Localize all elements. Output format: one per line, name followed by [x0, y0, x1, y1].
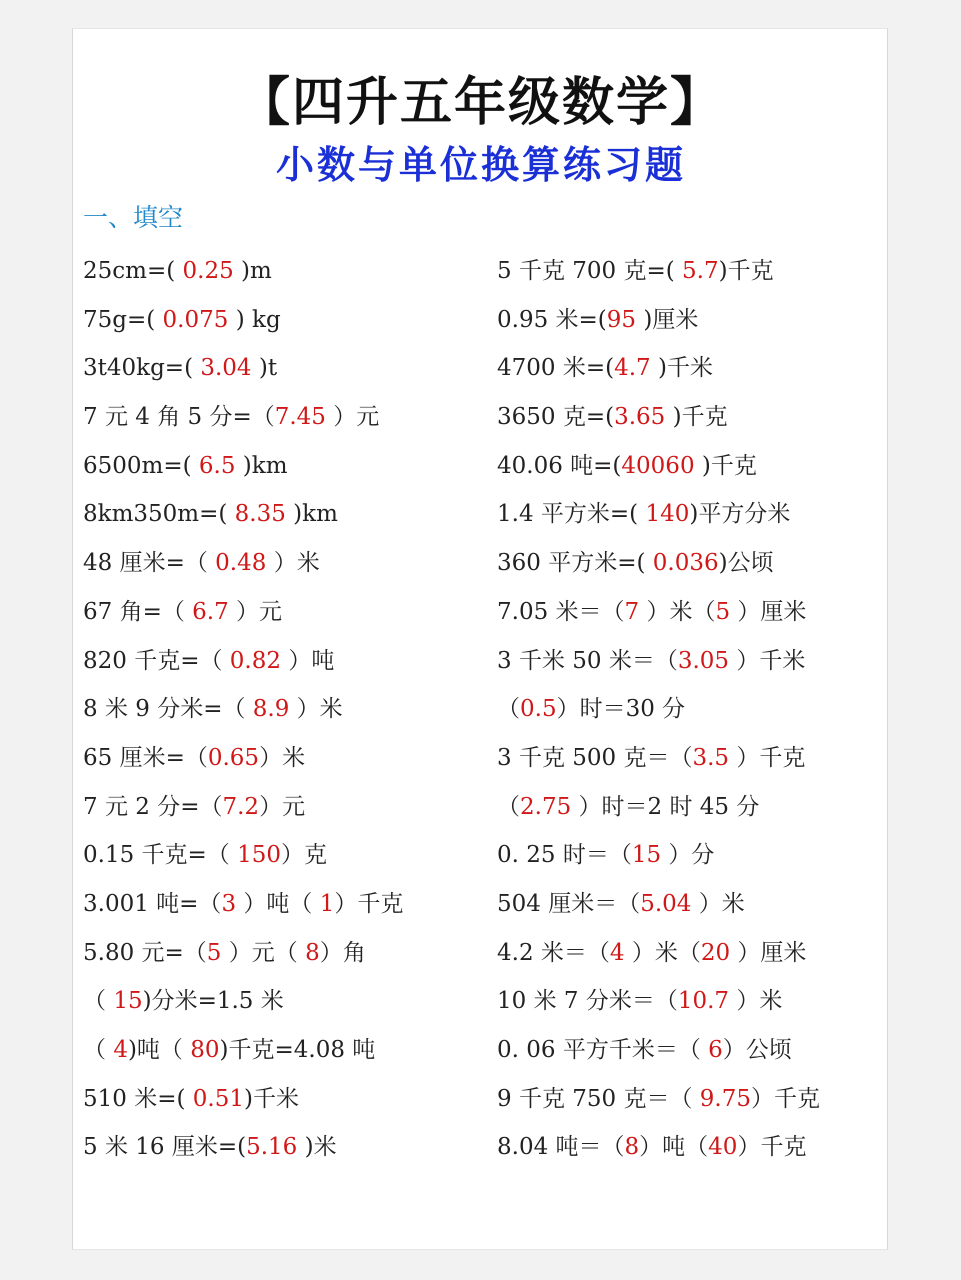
question-text: ）吨 — [281, 647, 335, 674]
question-text: )千米 — [650, 355, 713, 382]
question-text: ）厘米 — [730, 598, 807, 625]
exercise-row — [83, 247, 483, 296]
answer-text: 5 — [206, 939, 222, 966]
answer-text: 7.2 — [222, 793, 260, 820]
question-text: （ — [83, 988, 114, 1015]
question-text: ）米（ — [639, 598, 716, 625]
question-text: ）元 — [259, 793, 306, 820]
exercise-row — [83, 929, 483, 978]
exercise-row — [83, 539, 483, 588]
answer-text: 0.5 — [520, 696, 557, 723]
question-text: )千克=4.08 吨 — [219, 1037, 376, 1063]
exercise-row — [497, 588, 887, 637]
question-text: ）公顷 — [722, 1037, 792, 1063]
question-text: 0. 25 时＝（ — [497, 842, 632, 869]
page-subtitle: 小数与单位换算练习题 — [275, 142, 686, 187]
question-text: 3 千米 50 米＝（ — [497, 647, 678, 674]
exercise-row — [83, 783, 483, 832]
exercise-row — [83, 442, 483, 491]
answer-text: 0.51 — [192, 1085, 244, 1112]
answer-text: 0.65 — [207, 744, 260, 771]
answer-text: 7 — [624, 598, 640, 625]
question-text: ）分 — [661, 842, 715, 869]
question-text: )公顷 — [718, 550, 774, 577]
question-text: )km — [285, 501, 338, 528]
answer-text: 6.7 — [192, 598, 229, 625]
answer-text: 15 — [113, 988, 143, 1015]
exercise-row — [83, 831, 483, 880]
exercise-row — [497, 1123, 887, 1172]
question-text: )厘米 — [636, 306, 699, 333]
question-text: ）千克 — [729, 744, 806, 771]
question-text: ）元 — [228, 598, 283, 625]
answer-text: 0.82 — [229, 647, 282, 674]
question-text: ）元（ — [221, 939, 306, 966]
answer-text: 20 — [700, 939, 731, 966]
exercise-row — [497, 637, 887, 686]
answer-text: 4 — [113, 1037, 128, 1063]
question-text: ）千米 — [729, 647, 806, 674]
question-text: 820 千克=（ — [83, 647, 230, 674]
question-text: ）米 — [729, 988, 783, 1015]
answer-text: 40060 — [621, 452, 695, 479]
question-text: ）米 — [289, 696, 343, 723]
answer-text: 0.075 — [162, 306, 229, 333]
left-column — [83, 247, 483, 1172]
answer-text: 2.75 — [520, 793, 572, 820]
exercise-row — [497, 1075, 887, 1124]
question-text: )km — [235, 452, 288, 479]
question-text: 8km350m=( — [83, 501, 235, 528]
question-text: 3650 克=( — [497, 404, 615, 431]
answer-text: 80 — [190, 1037, 220, 1063]
exercise-row — [83, 296, 483, 345]
exercise-row — [497, 1026, 887, 1075]
question-text: 5.80 元=（ — [83, 939, 207, 966]
answer-text: 140 — [645, 501, 690, 528]
question-text: 5 米 16 厘米=( — [83, 1134, 247, 1161]
exercise-row — [497, 344, 887, 393]
exercise-row — [83, 1075, 483, 1124]
exercise-row — [497, 734, 887, 783]
exercise-row — [497, 831, 887, 880]
question-text: ）时＝30 分 — [556, 696, 686, 723]
exercise-row — [83, 734, 483, 783]
question-text: )千克 — [694, 452, 757, 479]
question-text: 7 元 4 角 5 分=（ — [83, 404, 275, 431]
question-text: )千克 — [665, 404, 728, 431]
exercise-row — [83, 588, 483, 637]
question-text: ）时＝2 时 45 分 — [571, 793, 760, 820]
question-text: 25cm=( — [83, 258, 183, 284]
exercise-row — [497, 783, 887, 832]
question-text: 8.04 吨＝（ — [497, 1134, 625, 1161]
question-text: 360 平方米=( — [497, 550, 653, 577]
question-text: 510 米=( — [83, 1085, 193, 1112]
exercise-row — [497, 685, 887, 734]
answer-text: 8 — [624, 1134, 640, 1161]
question-text: 48 厘米=（ — [83, 550, 216, 577]
question-text: ）角 — [319, 939, 366, 966]
question-text: 75g=( — [83, 306, 163, 333]
answer-text: 0.036 — [652, 550, 719, 577]
answer-text: 40 — [708, 1134, 738, 1161]
exercise-row — [83, 1123, 483, 1172]
exercise-row — [497, 977, 887, 1026]
exercise-row — [497, 929, 887, 978]
question-text: （ — [497, 793, 520, 820]
question-text: 3 千克 500 克＝（ — [497, 744, 693, 771]
answer-text: 5.16 — [246, 1134, 298, 1161]
question-text: )平方分米 — [689, 501, 791, 528]
exercise-row — [83, 637, 483, 686]
answer-text: 8 — [305, 939, 320, 966]
answer-text: 150 — [237, 842, 282, 869]
question-text: )吨（ — [127, 1037, 191, 1063]
question-text: 0. 06 平方千米＝（ — [497, 1037, 709, 1063]
answer-text: 3 — [221, 890, 237, 917]
question-text: 40.06 吨=( — [497, 452, 622, 479]
answer-text: 9.75 — [699, 1085, 751, 1112]
answer-text: 5.7 — [682, 258, 719, 284]
answer-text: 0.25 — [182, 258, 234, 284]
page-title: 【四升五年级数学】 — [237, 73, 724, 133]
answer-text: 15 — [631, 842, 662, 869]
question-text: 0.95 米=( — [497, 306, 607, 333]
question-text: )千米 — [244, 1085, 299, 1112]
exercise-row — [497, 539, 887, 588]
answer-text: 5.04 — [640, 890, 692, 917]
exercise-row — [497, 442, 887, 491]
question-text: 10 米 7 分米＝（ — [497, 988, 678, 1015]
answer-text: 5 — [715, 598, 731, 625]
exercise-row — [83, 977, 483, 1026]
exercise-row — [497, 296, 887, 345]
answer-text: 7.45 — [274, 404, 326, 431]
question-text: ）吨（ — [236, 890, 320, 917]
question-text: ）千克 — [334, 890, 404, 917]
question-text: )t — [251, 355, 278, 382]
question-text: ）克 — [281, 842, 328, 869]
question-text: （ — [83, 1037, 114, 1063]
question-text: 6500m=( — [83, 452, 199, 479]
exercise-row — [497, 247, 887, 296]
exercise-row — [497, 490, 887, 539]
question-text: )千克 — [718, 258, 774, 284]
question-text: ）米 — [691, 890, 745, 917]
question-text: 3.001 吨=（ — [83, 890, 222, 917]
question-text: 0.15 千克=（ — [83, 842, 238, 869]
question-text: 9 千克 750 克＝（ — [497, 1085, 700, 1112]
question-text: ）千克 — [751, 1085, 820, 1112]
answer-text: 8.35 — [234, 501, 286, 528]
question-text: ) kg — [228, 306, 281, 333]
question-text: 1.4 平方米=( — [497, 501, 646, 528]
section-heading: 一、填空 — [83, 203, 184, 232]
exercise-row — [83, 1026, 483, 1075]
answer-text: 3.04 — [200, 355, 252, 382]
exercise-row — [83, 880, 483, 929]
exercise-row — [497, 393, 887, 442]
question-text: 7.05 米＝（ — [497, 598, 625, 625]
exercise-row — [83, 393, 483, 442]
question-text: 67 角=（ — [83, 598, 193, 625]
question-text: ）米（ — [624, 939, 701, 966]
right-column — [497, 247, 887, 1172]
answer-text: 6 — [708, 1037, 723, 1063]
exercise-row — [83, 490, 483, 539]
answer-text: 4.7 — [614, 355, 651, 382]
question-text: ）吨（ — [639, 1134, 709, 1161]
question-text: )分米=1.5 米 — [142, 988, 284, 1015]
question-text: 4.2 米＝（ — [497, 939, 610, 966]
answer-text: 1 — [319, 890, 335, 917]
exercise-row — [83, 685, 483, 734]
answer-text: 8.9 — [252, 696, 290, 723]
answer-text: 4 — [609, 939, 625, 966]
question-text: )m — [233, 258, 272, 284]
question-text: ）米 — [259, 744, 306, 771]
answer-text: 0.48 — [215, 550, 267, 577]
worksheet-page — [72, 28, 888, 1250]
question-text: 5 千克 700 克=( — [497, 258, 683, 284]
answer-text: 3.5 — [692, 744, 730, 771]
question-text: 3t40kg=( — [83, 355, 201, 382]
question-text: 8 米 9 分米=（ — [83, 696, 253, 723]
question-text: 7 元 2 分=（ — [83, 793, 223, 820]
question-text: （ — [497, 696, 520, 723]
answer-text: 10.7 — [677, 988, 730, 1015]
question-text: ）厘米 — [730, 939, 807, 966]
question-text: ）千克 — [737, 1134, 807, 1161]
question-text: 4700 米=( — [497, 355, 615, 382]
answer-text: 3.65 — [614, 404, 666, 431]
question-text: 65 厘米=（ — [83, 744, 208, 771]
answer-text: 6.5 — [198, 452, 236, 479]
question-text: ）元 — [325, 404, 380, 431]
question-text: ）米 — [266, 550, 320, 577]
exercise-row — [497, 880, 887, 929]
exercise-row — [83, 344, 483, 393]
question-text: )米 — [297, 1134, 337, 1161]
answer-text: 95 — [606, 306, 637, 333]
question-text: 504 厘米＝（ — [497, 890, 641, 917]
answer-text: 3.05 — [677, 647, 730, 674]
